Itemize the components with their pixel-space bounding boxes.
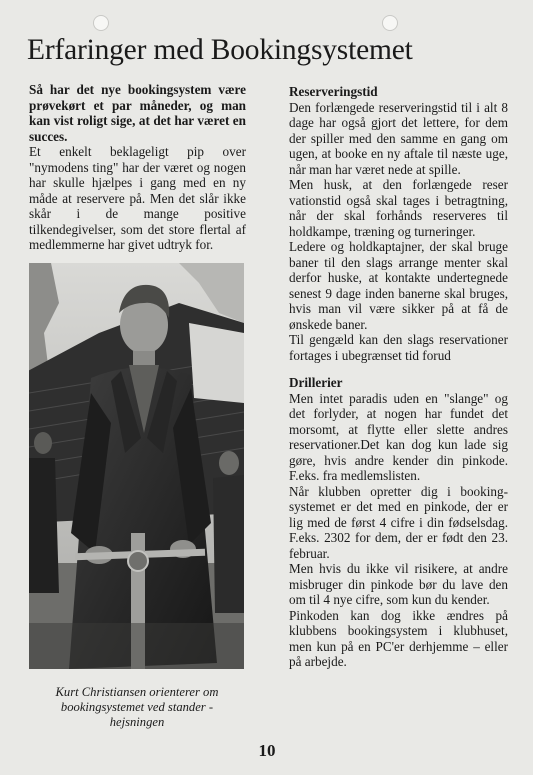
paragraph: Når klubben opretter dig i booking-systemet er det med en pinkode, der er lig med de først 4 cifre i din fødselsdag. F.eks. 2302 for dem, der er født den 23. februar. — [289, 483, 508, 561]
paragraph: Men husk, at den forlængede reser vationstid også skal tages i betragtning, når der skal forhånds reserveres til holdkampe, træning og turneringer. — [289, 177, 508, 239]
article-title: Erfaringer med Bookingsystemet — [27, 34, 413, 66]
section-heading-drillerier: Drillerier — [289, 375, 343, 390]
paragraph: Men intet paradis uden en "slange" og det forlyder, at nogen har fundet det morsomt, at flytte eller slette andres reservationer.Det kan dog kun lade sig gøre, hvis andre kender din pinkode. F.eks. fra medlemslisten. — [289, 390, 508, 483]
binder-hole-left — [93, 15, 109, 31]
section-spacer — [289, 363, 508, 373]
paragraph: Men hvis du ikke vil risikere, at andre misbruger din pinkode bør du lave den om til 4 nye cifre, som kun du kender. — [289, 561, 508, 607]
paragraph: Den forlængede reserveringstid til i alt 8 dage har også gjort det lettere, for dem der spiller med den samme en gang om ugen, at booke en ny aftale til næste uge, når man har været nede at spille. — [289, 99, 508, 177]
section-heading-reserveringstid: Reserveringstid — [289, 84, 378, 99]
left-column — [29, 82, 246, 253]
article-photo — [29, 263, 244, 669]
page-number: 10 — [258, 741, 276, 760]
photo-image — [29, 263, 244, 669]
paragraph: Til gengæld kan den slags reservationer fortages i ubegrænset tid forud — [289, 332, 508, 363]
article-lead: Så har det nye bookingsystem være prøvekørt et par måneder, og man kan vist roligt sige, at det har været en succes. — [29, 82, 246, 144]
article-intro: Et enkelt beklageligt pip over "nymodens ting" har der været og nogen har skulle hjælpes i gang med en ny måde at reservere på. Men det slår ikke skår i de mange positive tilkendegivelser, som det store flertal af medlemmerne har givet udtryk for. — [29, 144, 246, 252]
binder-hole-right — [382, 15, 398, 31]
paragraph: Pinkoden kan dog ikke ændres på klubbens bookingsystem i klubhuset, men kun på en PC'er derhjemme – eller på arbejde. — [289, 607, 508, 669]
right-column — [289, 82, 508, 670]
paragraph: Ledere og holdkaptajner, der skal bruge baner til den slags arrange menter skal derfor huske, at kontakte undertegnede senest 9 dage inden banerne skal bruges, hvis man vil være sikker på at få de ønskede baner. — [289, 239, 508, 332]
photo-caption: Kurt Christiansen orienterer om bookingsystemet ved stander - hejsningen — [55, 685, 219, 729]
